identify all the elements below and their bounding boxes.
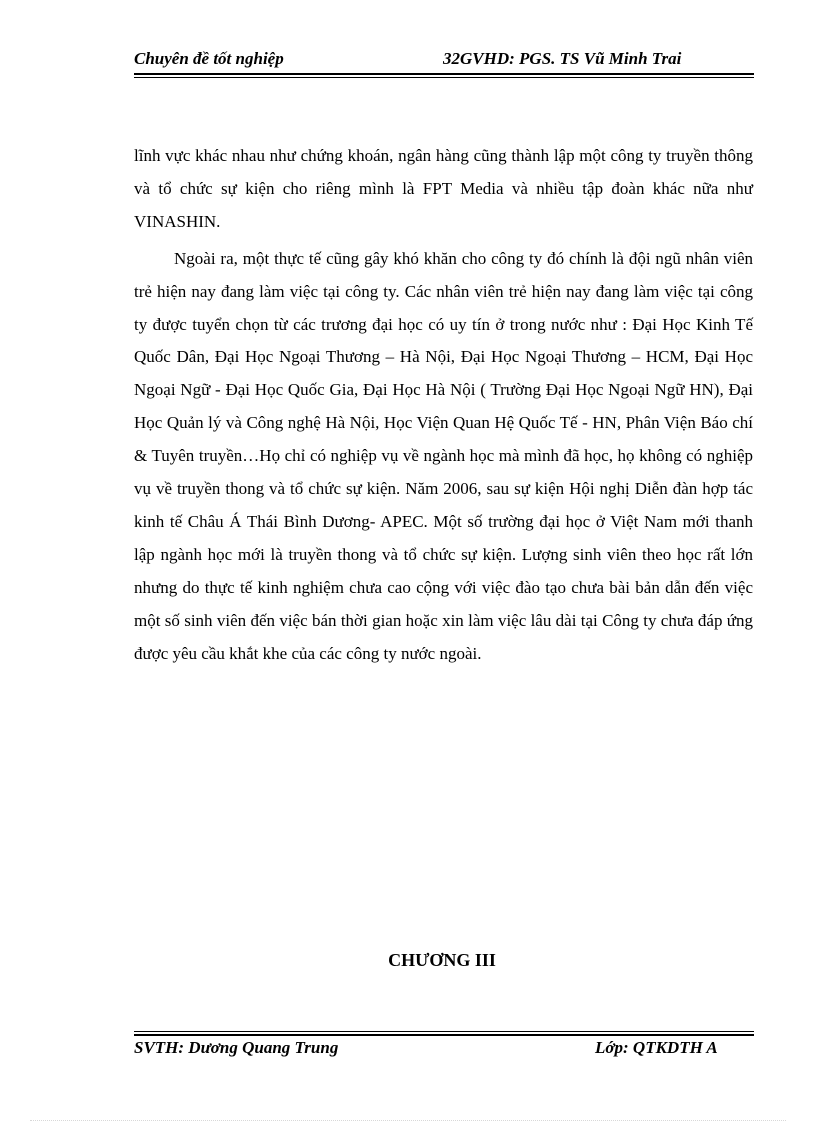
chapter-heading: CHƯƠNG III <box>388 950 496 970</box>
body-text <box>134 140 753 671</box>
footer-rule-thick <box>134 1034 754 1036</box>
paragraph: lĩnh vực khác nhau như chứng khoán, ngân hàng cũng thành lập một công ty truyền thông và tổ chức sự kiện cho riêng mình là FPT Media và nhiều tập đoàn khác nữa như VINASHIN. <box>134 146 753 231</box>
page-header <box>134 49 754 73</box>
footer-rule-thin <box>134 1031 754 1032</box>
paragraph: Ngoài ra, một thực tế cũng gây khó khăn cho công ty đó chính là đội ngũ nhân viên trẻ hiện nay đang làm việc tại công ty. Các nhân viên trẻ hiện nay đang làm việc tại công ty được tuyển chọn từ các trương đại học có uy tín ở trong nước như : Đại Học Kinh Tế Quốc Dân, Đại Học Ngoại Thương – Hà Nội, Đại Học Ngoại Thương – HCM, Đại Học Ngoại Ngữ - Đại Học Quốc Gia, Đại Học Hà Nội ( Trường Đại Học Ngoại Ngữ HN), Đại Học Quản lý và Công nghệ Hà Nội, Học Viện Quan Hệ Quốc Tế - HN, Phân Viện Báo chí & Tuyên truyền…Họ chỉ có nghiệp vụ về ngành học mà mình đã học, họ không có nghiệp vụ về truyền thong và tổ chức sự kiện. Năm 2006, sau sự kiện Hội nghị Diễn đàn hợp tác kinh tế Châu Á Thái Bình Dương- APEC. Một số trường đại học ở Việt Nam mới thanh lập ngành học mới là truyền thong và tổ chức sự kiện. Lượng sinh viên theo học rất lớn nhưng do thực tế kinh nghiệm chưa cao cộng với việc đào tạo chưa bài bản dẫn đến việc một số sinh viên đến việc bán thời gian hoặc xin làm việc lâu dài tại Công ty chưa đáp ứng được yêu cầu khắt khe của các công ty nước ngoài. <box>134 248 753 663</box>
footer-student: SVTH: Dương Quang Trung <box>134 1038 339 1057</box>
header-advisor: 32GVHD: PGS. TS Vũ Minh Trai <box>443 49 682 68</box>
footer-class: Lớp: QTKDTH A <box>595 1038 718 1057</box>
page-footer <box>134 1038 754 1062</box>
header-rule-thin <box>134 77 754 78</box>
page-edge-divider <box>30 1120 786 1121</box>
header-thesis-title: Chuyên đề tốt nghiệp <box>134 49 284 68</box>
header-rule-thick <box>134 73 754 75</box>
